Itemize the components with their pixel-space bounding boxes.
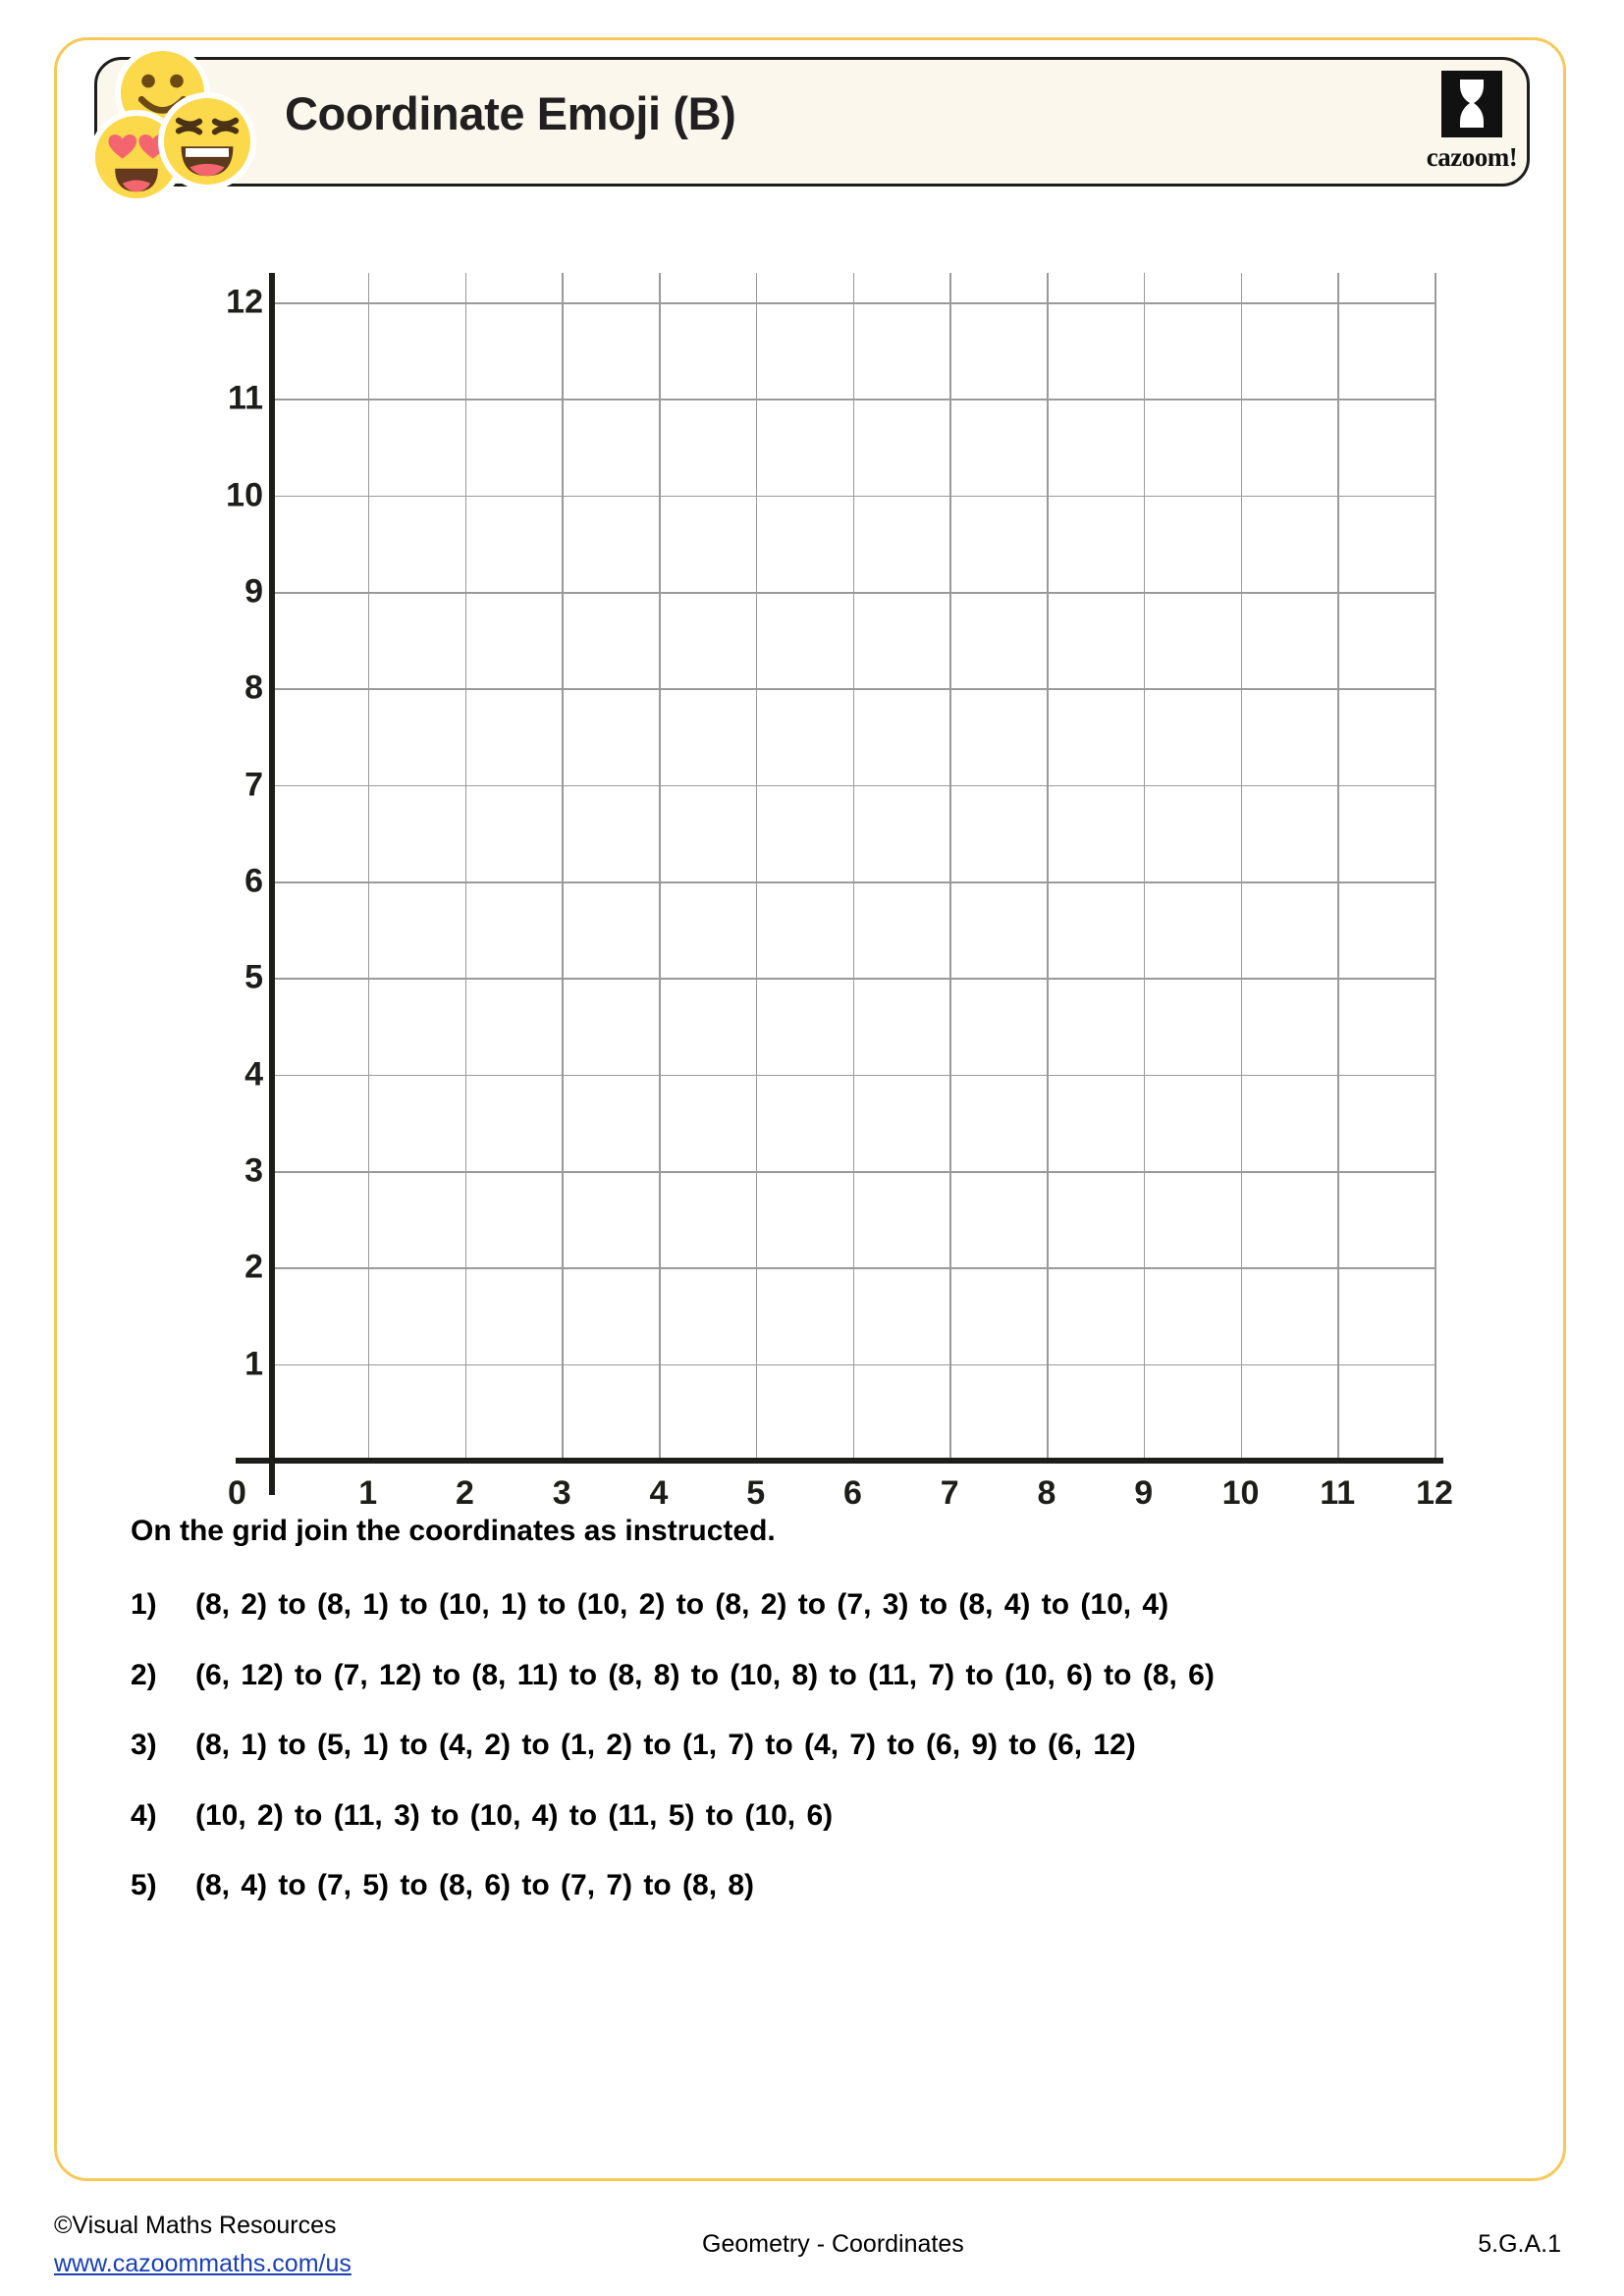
gridline-horizontal: [271, 592, 1435, 594]
laughing-face-icon: [164, 98, 250, 185]
question-row: [131, 1865, 1505, 1907]
gridline-horizontal: [271, 978, 1435, 980]
y-axis-tick-label: 8: [244, 668, 263, 707]
cazoom-logo-mark: [1441, 71, 1502, 137]
y-axis-tick-label: 2: [244, 1248, 263, 1286]
question-coordinates: (6, 12) to (7, 12) to (8, 11) to (8, 8) to (10, 8) to (11, 7) to (10, 6) to (8, 6): [195, 1658, 1215, 1691]
x-axis-tick-label: 1: [358, 1474, 378, 1512]
gridline-vertical: [1144, 273, 1146, 1461]
x-axis-tick-label: 3: [552, 1474, 571, 1512]
question-number: 5): [131, 1869, 157, 1902]
y-axis-tick-label: 4: [244, 1055, 263, 1094]
footer-left-block: [54, 2207, 352, 2283]
copyright-text: ©Visual Maths Resources: [54, 2212, 337, 2239]
page-footer: [54, 2207, 1571, 2295]
question-coordinates: (10, 2) to (11, 3) to (10, 4) to (11, 5) to (10, 6): [195, 1798, 834, 1832]
x-axis-tick-label: 10: [1221, 1474, 1260, 1512]
x-axis-tick-label: 8: [1037, 1474, 1056, 1512]
gridline-horizontal: [271, 399, 1435, 400]
gridline-horizontal: [271, 1364, 1435, 1366]
question-row: [131, 1655, 1505, 1697]
y-axis-tick-label: 5: [244, 958, 263, 996]
gridline-vertical: [1337, 273, 1339, 1461]
question-row: [131, 1725, 1505, 1767]
gridline-vertical: [1047, 273, 1049, 1461]
gridline-vertical: [1241, 273, 1243, 1461]
x-axis: [236, 1458, 1443, 1464]
gridline-horizontal: [271, 1171, 1435, 1173]
coordinate-grid: [177, 265, 1473, 1512]
question-coordinates: (8, 1) to (5, 1) to (4, 2) to (1, 2) to (1, 7) to (4, 7) to (6, 9) to (6, 12): [195, 1729, 1136, 1762]
y-axis-tick-label: 7: [244, 766, 263, 804]
y-axis-tick-label: 10: [226, 476, 263, 514]
cazoom-logo-text: cazoom!: [1426, 142, 1518, 172]
y-axis-tick-label: 1: [244, 1345, 263, 1383]
page-title: Coordinate Emoji (B): [285, 87, 736, 139]
question-row: [131, 1795, 1505, 1838]
x-axis-tick-label: 11: [1320, 1474, 1356, 1512]
gridline-vertical: [756, 273, 758, 1461]
question-row: [131, 1584, 1505, 1627]
gridline-vertical: [949, 273, 951, 1461]
question-number: 4): [131, 1798, 157, 1832]
gridline-vertical: [562, 273, 564, 1461]
emoji-cluster: [93, 51, 295, 198]
gridline-vertical: [368, 273, 370, 1461]
drum-glyph-icon: [1455, 78, 1489, 131]
gridline-horizontal: [271, 881, 1435, 883]
x-axis-tick-label: 7: [940, 1474, 959, 1512]
y-axis-tick-label: 6: [244, 862, 263, 900]
question-number: 3): [131, 1729, 157, 1762]
gridline-horizontal: [271, 1267, 1435, 1269]
gridline-horizontal: [271, 688, 1435, 690]
question-number: 2): [131, 1658, 157, 1691]
gridline-vertical: [853, 273, 855, 1461]
gridline-vertical: [465, 273, 467, 1461]
x-axis-tick-label: 0: [228, 1474, 246, 1512]
x-axis-tick-label: 12: [1416, 1474, 1453, 1512]
x-axis-tick-label: 5: [746, 1474, 766, 1512]
y-axis: [269, 273, 275, 1495]
x-axis-tick-label: 2: [456, 1474, 474, 1512]
x-axis-tick-label: 6: [843, 1474, 862, 1512]
gridline-horizontal: [271, 785, 1435, 787]
question-coordinates: (8, 2) to (8, 1) to (10, 1) to (10, 2) to (8, 2) to (7, 3) to (8, 4) to (10, 4): [195, 1588, 1169, 1621]
gridline-horizontal: [271, 496, 1435, 498]
gridline-vertical: [659, 273, 661, 1461]
cazoom-logo: [1414, 63, 1530, 181]
gridline-horizontal: [271, 1075, 1435, 1077]
y-axis-tick-label: 3: [244, 1151, 263, 1190]
footer-standard-code: 5.G.A.1: [1478, 2230, 1561, 2258]
question-number: 1): [131, 1588, 157, 1621]
grid-plot-region: [271, 302, 1435, 1461]
y-axis-tick-label: 12: [226, 283, 263, 321]
website-link[interactable]: www.cazoommaths.com/us: [54, 2249, 352, 2277]
question-list: [131, 1584, 1505, 1936]
footer-topic: Geometry - Coordinates: [702, 2230, 964, 2258]
x-axis-tick-label: 9: [1134, 1474, 1154, 1512]
question-coordinates: (8, 4) to (7, 5) to (8, 6) to (7, 7) to (8, 8): [195, 1869, 755, 1902]
instruction-text: On the grid join the coordinates as instructed.: [131, 1515, 776, 1547]
y-axis-tick-label: 9: [244, 572, 263, 611]
x-axis-tick-label: 4: [649, 1474, 669, 1512]
gridline-vertical: [1435, 273, 1436, 1461]
y-axis-tick-label: 11: [228, 379, 263, 417]
gridline-horizontal: [271, 302, 1435, 304]
